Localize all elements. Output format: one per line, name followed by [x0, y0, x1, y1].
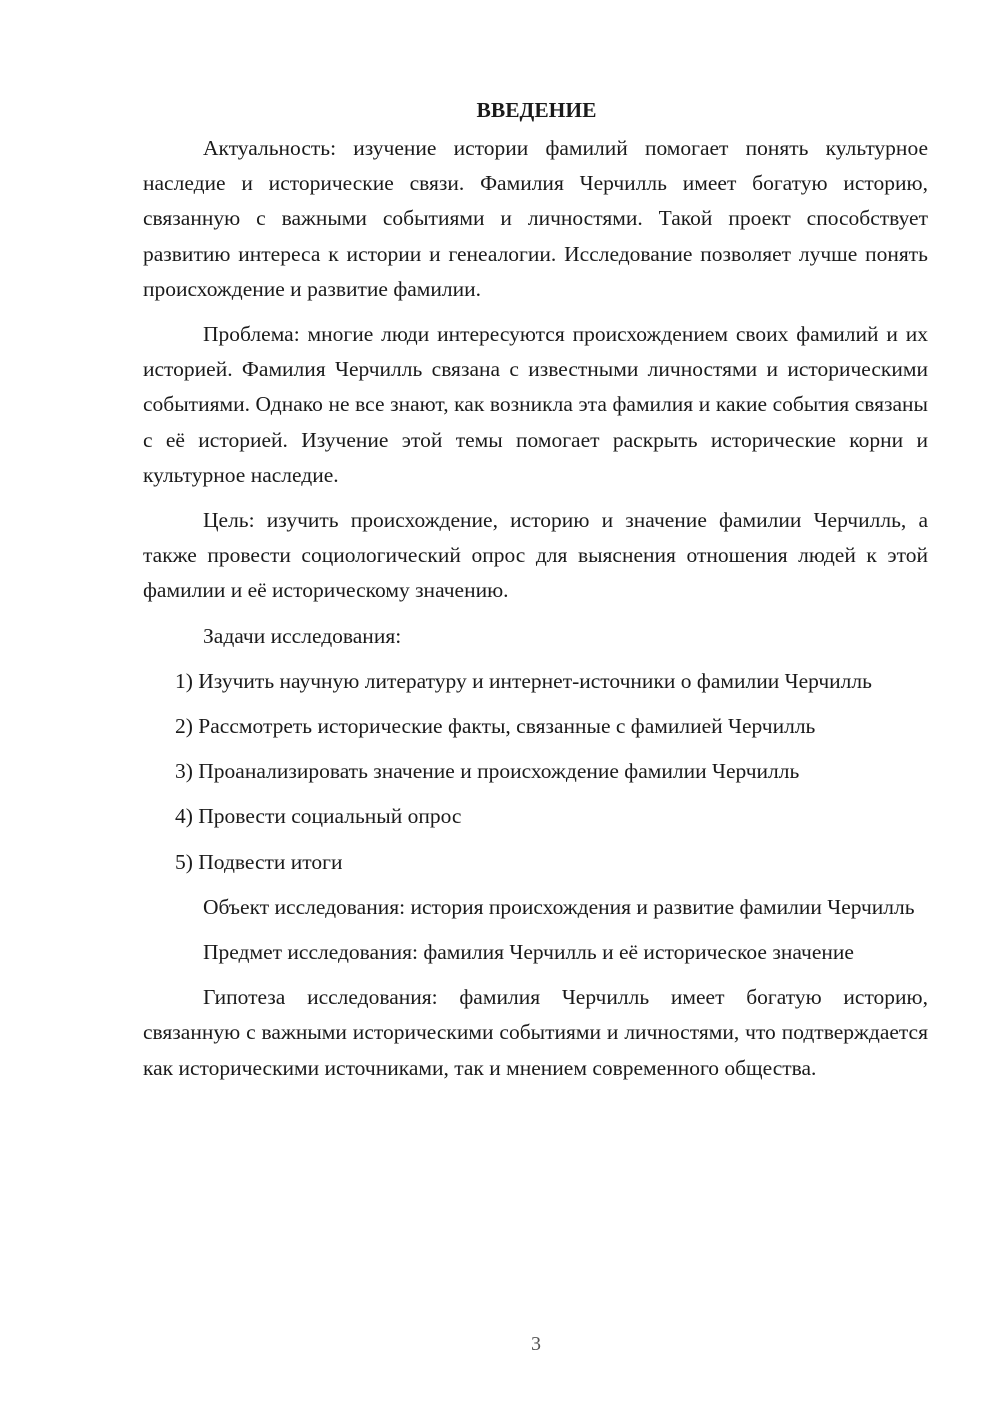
list-item: 4) Провести социальный опрос: [175, 804, 462, 829]
list-item: 5) Подвести итоги: [175, 849, 343, 874]
paragraph-subject: Предмет исследования: фамилия Черчилль и её историческое значение: [203, 940, 854, 965]
paragraph-hypothesis: Гипотеза исследования: фамилия Черчилль имеет богатую историю, связанную с важными историческими событиями и личностями, что подтверждается как историческими источниками, так и мнением современного общества.: [143, 985, 928, 1080]
page-number: 3: [531, 1333, 541, 1355]
list-item: 1) Изучить научную литературу и интернет-источники о фамилии Черчилль: [175, 668, 872, 693]
paragraph-relevance: Актуальность: изучение истории фамилий помогает понять культурное наследие и исторические связи. Фамилия Черчилль имеет богатую историю, связанную с важными событиями и личностями. Такой проект способствует развитию интереса к истории и генеалогии. Исследование позволяет лучше понять происхождение и развитие фамилии.: [143, 136, 928, 301]
document-page: [143, 92, 928, 1086]
paragraph-problem: Проблема: многие люди интересуются происхождением своих фамилий и их историей. Фамилия Черчилль связана с известными личностями и историческими событиями. Однако не все знают, как возникла эта фамилия и какие события связаны с её историей. Изучение этой темы помогает раскрыть исторические корни и культурное наследие.: [143, 322, 928, 487]
tasks-list: [143, 664, 928, 880]
list-item: 3) Проанализировать значение и происхождение фамилии Черчилль: [175, 759, 800, 784]
paragraph-object: Объект исследования: история происхождения и развитие фамилии Черчилль: [203, 894, 915, 919]
page-title: ВВЕДЕНИЕ: [476, 98, 597, 122]
paragraph-goal: Цель: изучить происхождение, историю и значение фамилии Черчилль, а также провести социологический опрос для выяснения отношения людей к этой фамилии и её историческому значению.: [143, 508, 928, 603]
tasks-heading: Задачи исследования:: [203, 623, 402, 648]
list-item: 2) Рассмотреть исторические факты, связанные с фамилией Черчилль: [175, 714, 816, 739]
